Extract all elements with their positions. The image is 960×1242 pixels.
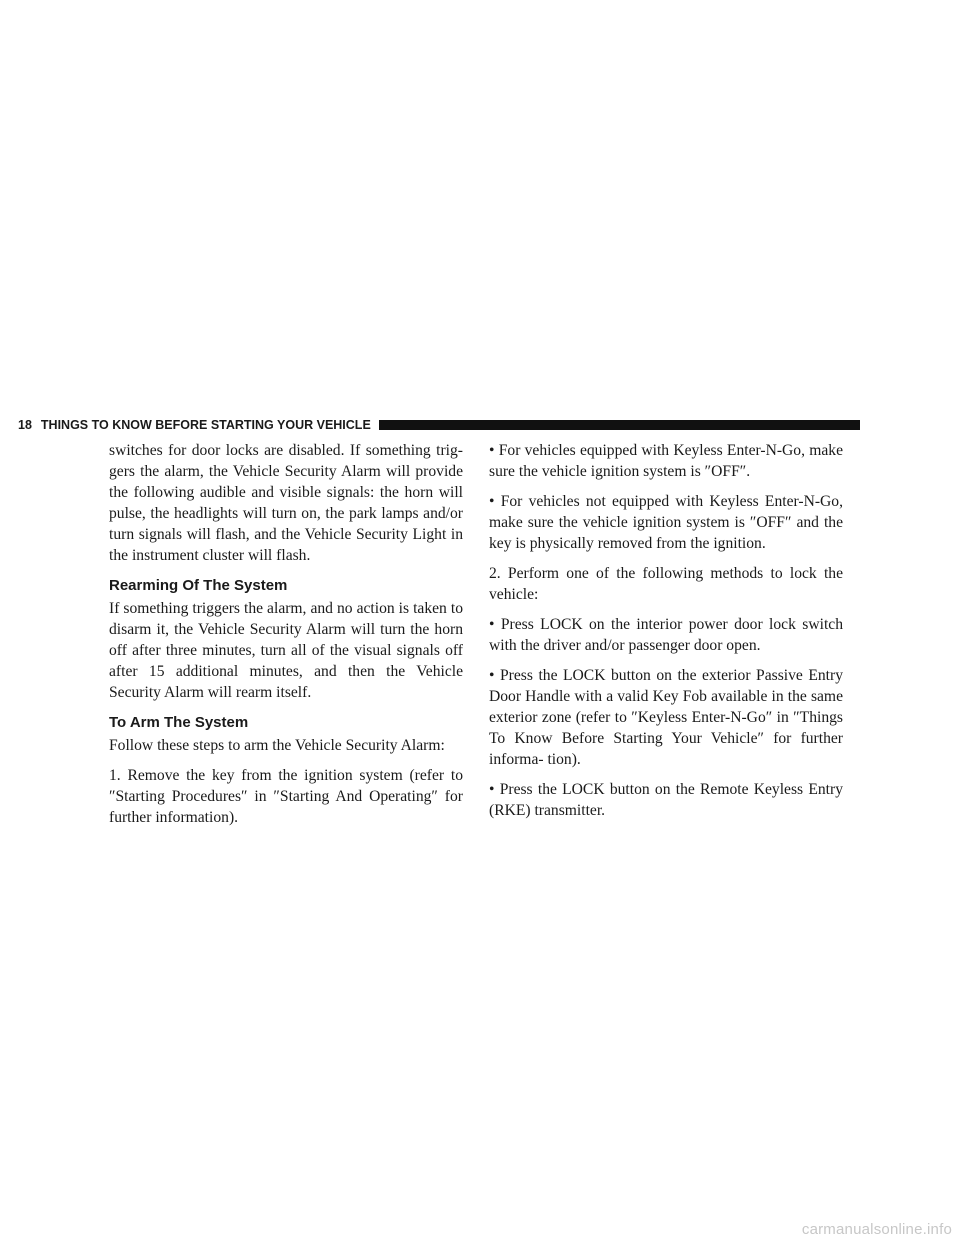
- intro-paragraph: switches for door locks are disabled. If something trig- gers the alarm, the Vehicle Security Alarm will provide the following audible and visible signals: the horn will pulse, the headlights will turn on, the park lamps and/or turn signals will flash, and the Vehicle Security Light in the instrument cluster will flash.: [109, 442, 463, 564]
- bullet-text-1: For vehicles equipped with Keyless Enter-N-Go, make sure the vehicle ignition system is ″OFF″.: [489, 442, 843, 480]
- bullet-text-4: Press the LOCK button on the exterior Passive Entry Door Handle with a valid Key Fob available in the same exterior zone (refer to ″Keyless Enter-N-Go″ in ″Things To Know Before Starting Your Vehicle″ for further informa- tion).: [489, 667, 843, 768]
- left-column: [109, 440, 463, 837]
- header-rule: [379, 420, 860, 430]
- bullet-icon: •: [489, 616, 495, 633]
- bullet-item-5: [489, 779, 843, 821]
- section-title: THINGS TO KNOW BEFORE STARTING YOUR VEHICLE: [40, 418, 371, 432]
- bullet-item-3: [489, 614, 843, 656]
- bullet-item-4: [489, 665, 843, 770]
- bullet-text-5: Press the LOCK button on the Remote Keyless Entry (RKE) transmitter.: [489, 781, 843, 819]
- bullet-item-1: [489, 440, 843, 482]
- step-2-paragraph: 2. Perform one of the following methods to lock the vehicle:: [489, 565, 843, 603]
- arm-intro-paragraph: Follow these steps to arm the Vehicle Security Alarm:: [109, 737, 445, 754]
- bullet-icon: •: [489, 442, 495, 459]
- bullet-icon: •: [489, 781, 495, 798]
- bullet-text-3: Press LOCK on the interior power door lock switch with the driver and/or passenger door open.: [489, 616, 843, 654]
- page-number: 18: [18, 418, 32, 432]
- arm-heading: To Arm The System: [109, 714, 249, 731]
- page-header: [18, 416, 860, 434]
- rearming-heading: Rearming Of The System: [109, 577, 288, 594]
- step-1-paragraph: 1. Remove the key from the ignition system (refer to ″Starting Procedures″ in ″Starting And Operating″ for further information).: [109, 767, 463, 826]
- rearming-paragraph: If something triggers the alarm, and no action is taken to disarm it, the Vehicle Security Alarm will turn the horn off after three minutes, turn all of the visual signals off after 15 additional minutes, and then the Vehicle Security Alarm will rearm itself.: [109, 600, 463, 701]
- watermark-text: carmanualsonline.info: [801, 1221, 952, 1238]
- bullet-text-2: For vehicles not equipped with Keyless Enter-N-Go, make sure the vehicle ignition system is ″OFF″ and the key is physically removed from the ignition.: [489, 493, 843, 552]
- bullet-icon: •: [489, 493, 495, 510]
- bullet-icon: •: [489, 667, 495, 684]
- bullet-item-2: [489, 491, 843, 554]
- right-column: [489, 440, 843, 830]
